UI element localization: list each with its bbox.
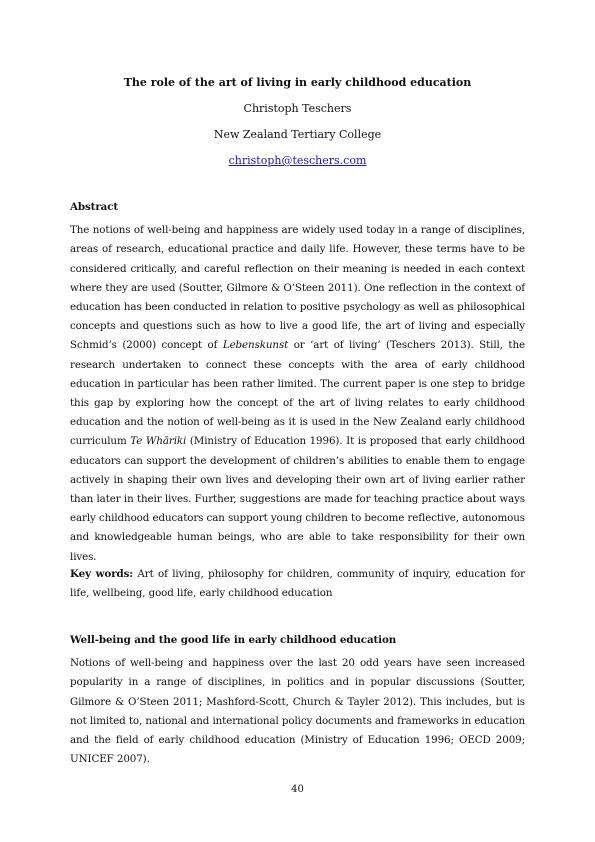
section-heading: Well-being and the good life in early childhood education [70, 634, 397, 646]
abstract-text-part: or ‘art of living’ (Teschers 2013). Still, the research undertaken to connect these concepts with the area of early childhood education in particular has been rather limited. The current paper is one step to bridge this gap by exploring how the concept of the art of living relates to early childhood education and the notion of well-being as it is used in the New Zealand early childhood curriculum [70, 339, 525, 448]
abstract-italic-term: Te Whāriki [130, 435, 187, 448]
keywords-list: Art of living, philosophy for children, community of inquiry, education for life, wellbeing, good life, early childhood education [70, 568, 525, 600]
page-number: 40 [291, 784, 304, 795]
abstract-text [70, 221, 525, 567]
keywords-text [70, 565, 525, 603]
abstract-heading: Abstract [70, 201, 119, 213]
author-affiliation: New Zealand Tertiary College [213, 128, 382, 141]
abstract-section [70, 198, 525, 567]
author-email-link[interactable]: christoph@teschers.com [228, 154, 367, 167]
paper-title: The role of the art of living in early childhood education [123, 76, 472, 89]
abstract-text-part: (Ministry of Education 1996). It is proposed that early childhood educators can support the development of children’s abilities to enable them to engage actively in shaping their own lives and developing their own art of living earlier rather than later in their lives. Further, suggestions are made for teaching practice about ways early childhood educators can support young children to become reflective, autonomous and knowledgeable human beings, who are able to take responsibility for their own lives. [70, 435, 526, 563]
paper-header [70, 70, 525, 174]
author-name: Christoph Teschers [243, 102, 352, 115]
abstract-text-part: The notions of well-being and happiness are widely used today in a range of disciplines, areas of research, educational practice and daily life. However, these terms have to be considered critically, and careful reflection on their meaning is needed in each context where they are used (Soutter, Gilmore & O’Steen 2011). One reflection in the context of education has been conducted in relation to positive psychology as well as philosophical concepts and questions such as how to live a good life, the art of living and especially Schmid’s (2000) concept of [70, 224, 525, 352]
abstract-italic-term: Lebenskunst [222, 339, 289, 352]
section-paragraph: Notions of well-being and happiness over the last 20 odd years have seen increased popularity in a range of disciplines, in politics and in popular discussions (Soutter, Gilmore & O’Steen 2011; Mashford-Scott, Church & Tayler 2012). This includes, but is not limited to, national and international policy documents and frameworks in education and the field of early childhood education (Ministry of Education 1996; OECD 2009; UNICEF 2007). [70, 657, 525, 766]
keywords-section [70, 565, 525, 603]
section-wellbeing [70, 631, 525, 769]
keywords-label: Key words: [70, 568, 134, 580]
